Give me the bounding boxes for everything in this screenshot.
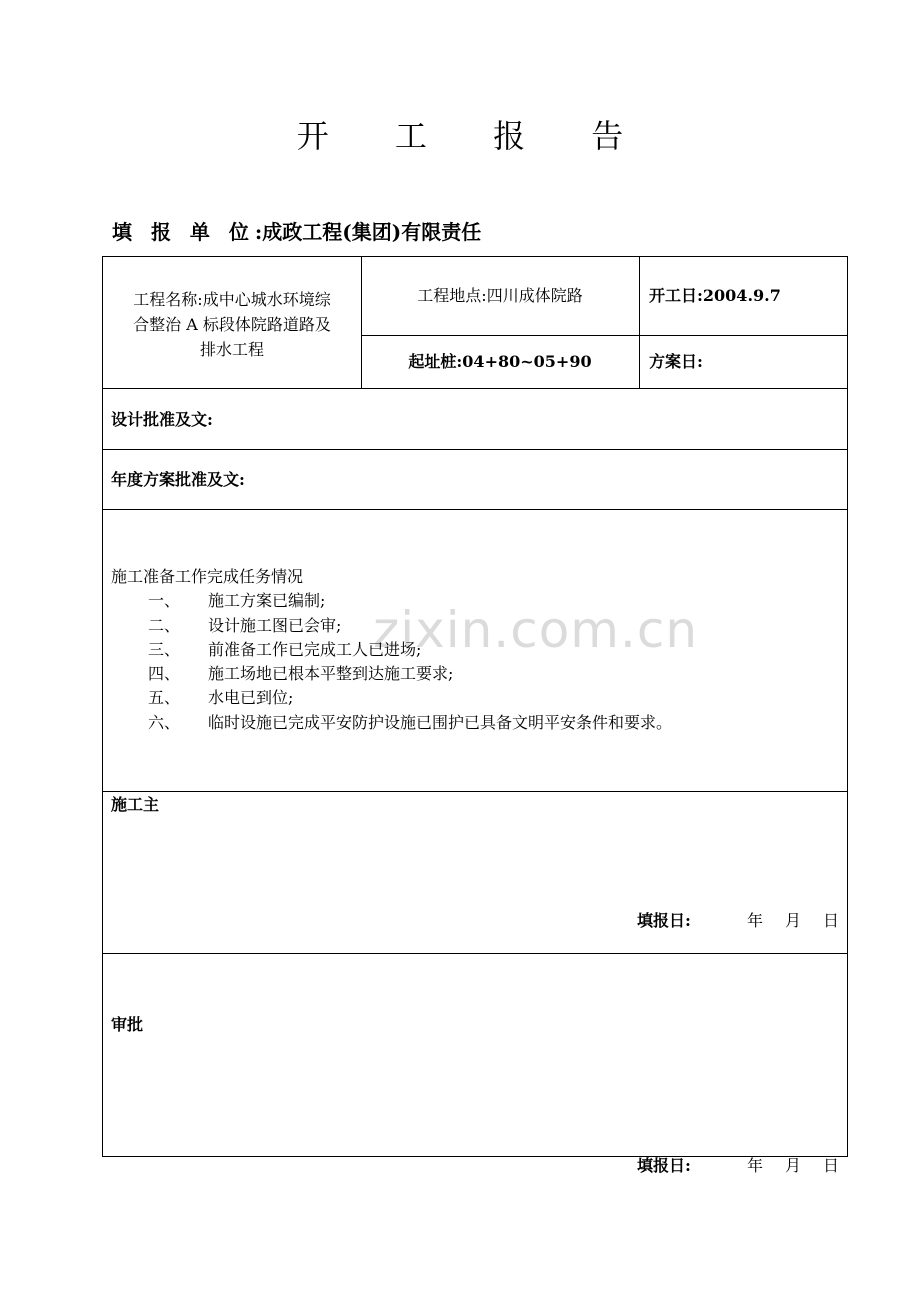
prep-item: 三、 前准备工作已完成工人已进场; <box>148 639 422 659</box>
plan-date: 方案日: <box>649 352 703 371</box>
project-name-line-2: 合整治 A 标段体院路道路及 <box>133 315 331 334</box>
approval-label: 审批 <box>111 1015 144 1034</box>
prep-list <box>111 565 672 735</box>
rule-design-bottom <box>103 449 847 450</box>
reporting-unit <box>112 216 481 248</box>
contractor-label: 施工主 <box>111 795 160 814</box>
contractor-fill-date: 填报日: 年 月 日 <box>636 911 839 930</box>
rule-stake-top <box>361 335 847 336</box>
prep-section <box>103 509 847 791</box>
page-title: 开 工 报 告 <box>296 117 652 155</box>
stake-range: 起址桩:04+80~05+90 <box>408 352 592 371</box>
project-name-line-1: 工程名称:成中心城水环境综 <box>133 290 331 309</box>
prep-item: 一、 施工方案已编制; <box>148 591 326 611</box>
prep-item: 二、 设计施工图已会审; <box>148 615 342 635</box>
project-location: 工程地点:四川成体院路 <box>417 286 583 305</box>
report-table <box>102 256 848 1175</box>
prep-item: 四、 施工场地已根本平整到达施工要求; <box>148 664 454 684</box>
rule-contractor-bottom <box>103 953 847 954</box>
reporting-unit-label: 填 报 单 位 <box>112 220 255 244</box>
rule-header-bottom <box>103 388 847 389</box>
watermark: zixin.com.cn <box>373 601 699 659</box>
annual-plan-approval: 年度方案批准及文: <box>111 470 245 489</box>
prep-item: 六、 临时设施已完成平安防护设施已围护已具备文明平安条件和要求。 <box>148 712 673 732</box>
project-name-cell <box>103 287 361 362</box>
approval-fill-date: 填报日: 年 月 日 <box>636 1156 839 1175</box>
prep-heading: 施工准备工作完成任务情况 <box>111 567 304 586</box>
project-name-line-3: 排水工程 <box>199 340 264 359</box>
rule-prep-bottom <box>103 791 847 792</box>
start-date: 开工日:2004.9.7 <box>649 286 781 305</box>
prep-item: 五、 水电已到位; <box>148 688 294 708</box>
design-approval: 设计批准及文: <box>111 410 213 429</box>
reporting-unit-value: :成政工程(集团)有限责任 <box>254 220 482 244</box>
rule-col2 <box>639 257 640 388</box>
